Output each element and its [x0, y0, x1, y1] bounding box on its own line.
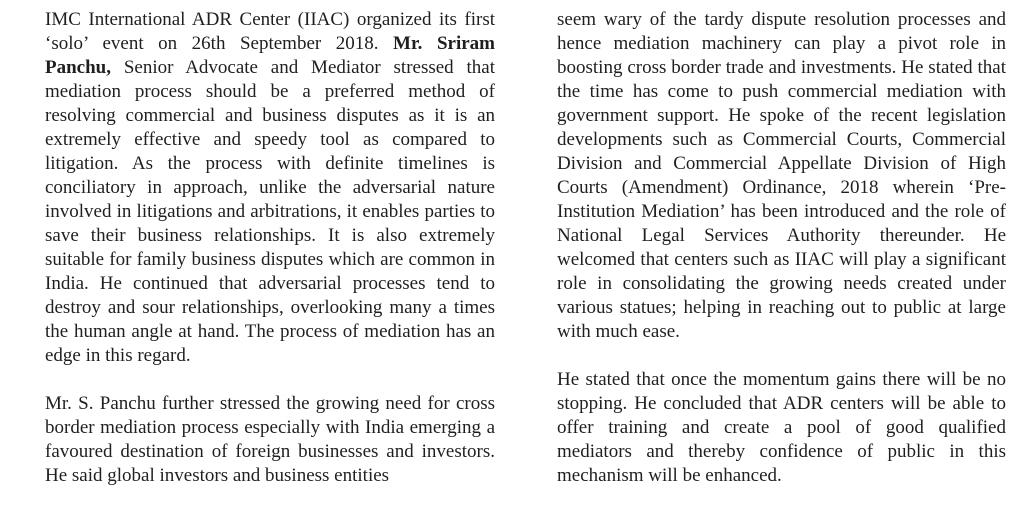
left-paragraph-2: Mr. S. Panchu further stressed the growing need for cross border mediation process especially with India emerging a favoured destination of foreign businesses and investors. He said global investors and business entities	[45, 393, 495, 486]
right-column	[557, 8, 1006, 488]
speaker-name: Mr. Sriram Panchu,	[45, 33, 495, 78]
left-paragraph-1	[45, 8, 495, 368]
right-paragraph-1: seem wary of the tardy dispute resolution processes and hence mediation machinery can play a pivot role in boosting cross border trade and investments. He stated that the time has come to push commercial mediation with government support. He spoke of the recent legislation developments such as Commercial Courts, Commercial Division and Commercial Appellate Division of High Courts (Amendment) Ordinance, 2018 wherein ‘Pre-Institution Mediation’ has been introduced and the role of National Legal Services Authority thereunder. He welcomed that centers such as IIAC will play a significant role in consolidating the growing needs created under various statues; helping in reaching out to public at large with much ease.	[557, 9, 1006, 342]
left-column	[45, 8, 495, 488]
right-paragraph-2: He stated that once the momentum gains there will be no stopping. He concluded that ADR centers will be able to offer training and create a pool of good qualified mediators and thereby confidence of public in this mechanism will be enhanced.	[557, 369, 1006, 486]
left-paragraph-1-body: Senior Advocate and Mediator stressed that mediation process should be a preferred method of resolving commercial and business disputes as it is an extremely effective and speedy tool as compared to litigation. As the process with definite timelines is conciliatory in approach, unlike the adversarial nature involved in litigations and arbitrations, it enables parties to save their business relationships. It is also extremely suitable for family business disputes which are common in India. He continued that adversarial processes tend to destroy and sour relationships, overlooking many a times the human angle at hand. The process of mediation has an edge in this regard.	[45, 57, 495, 366]
left-paragraph-1-intro: IMC International ADR Center (IIAC) organized its first ‘solo’ event on 26th September 2018.	[45, 9, 495, 54]
